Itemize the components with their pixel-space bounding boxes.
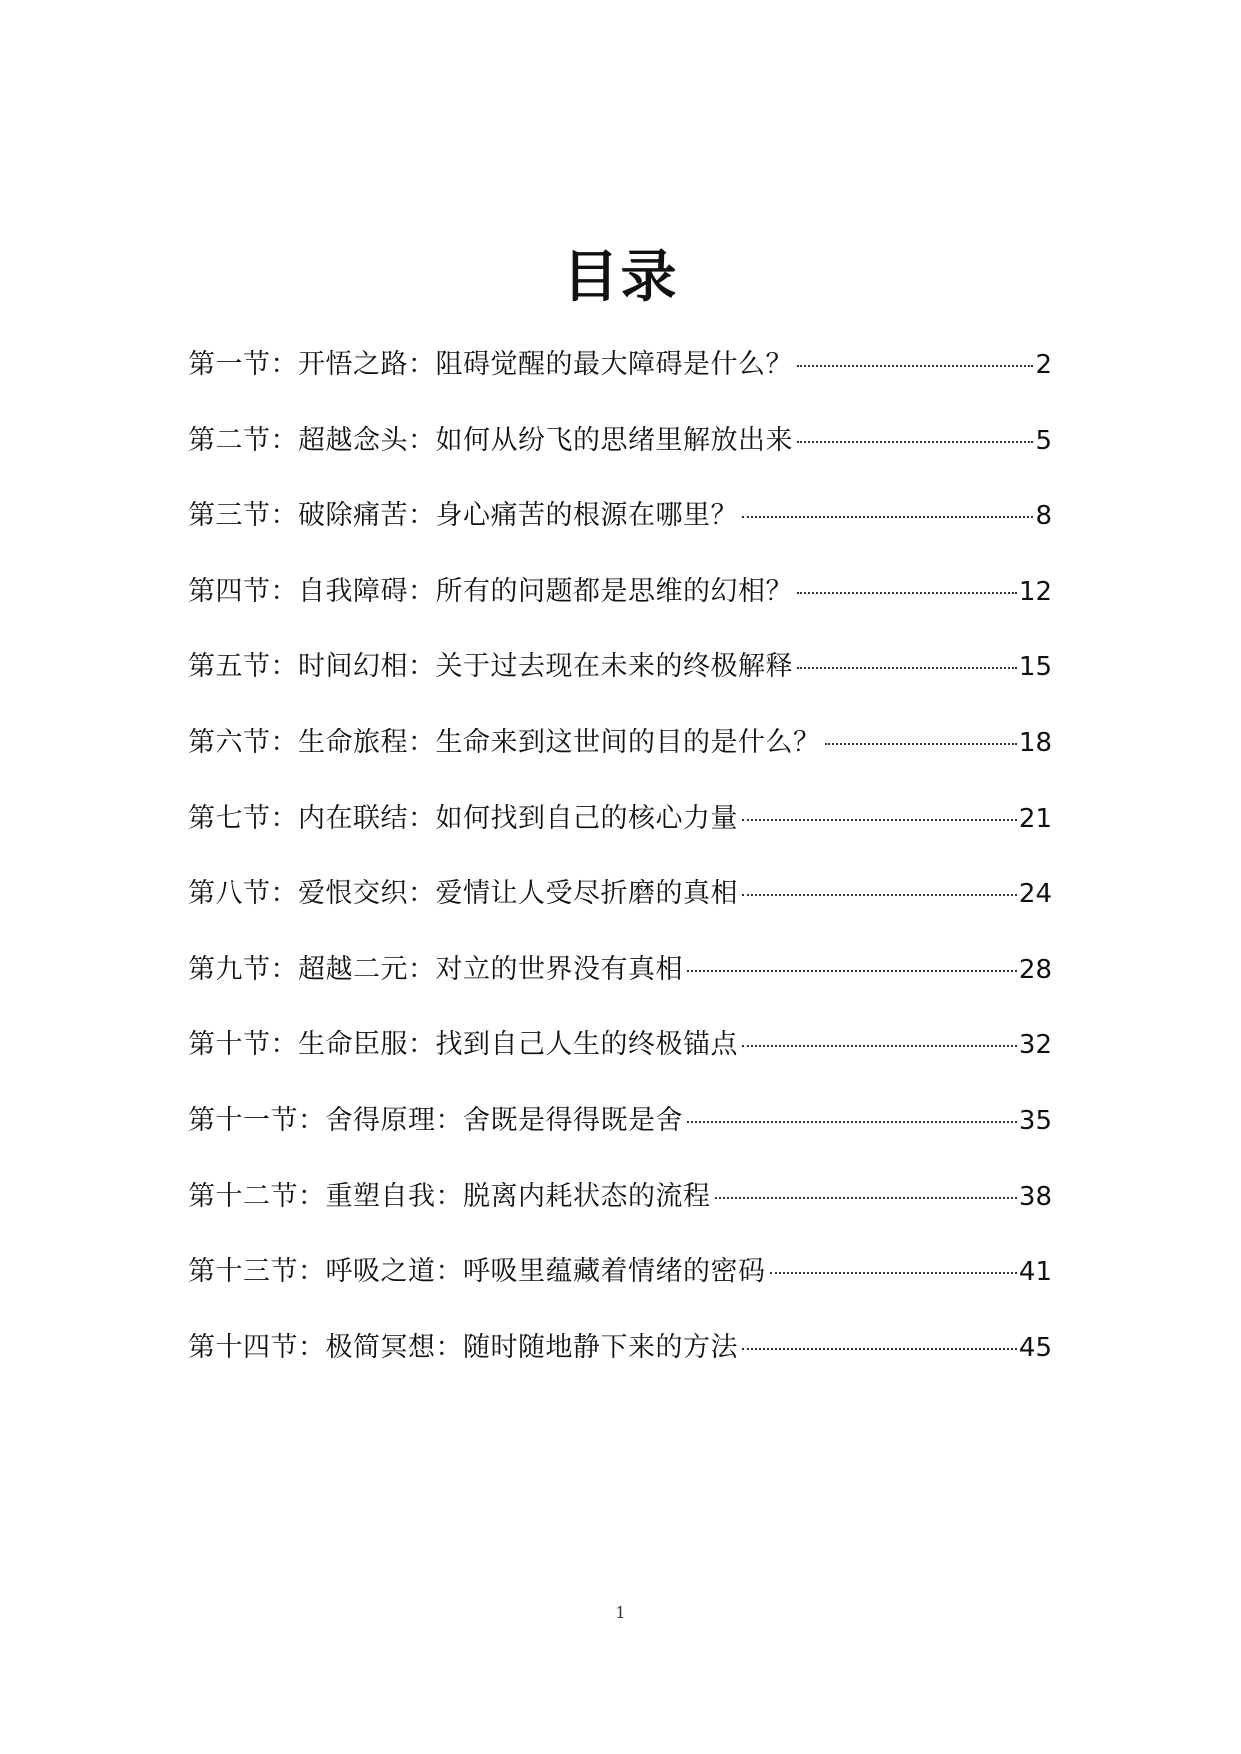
toc-entry[interactable]: [188, 1328, 1052, 1404]
toc-entry-title: 第二节：超越念头：如何从纷飞的思绪里解放出来: [188, 424, 793, 456]
toc-entry-title: 第十四节：极简冥想：随时随地静下来的方法: [188, 1331, 738, 1363]
toc-page-number: 15: [1018, 652, 1052, 683]
toc-page-number: 38: [1018, 1181, 1052, 1212]
toc-entry-title: 第九节：超越二元：对立的世界没有真相: [188, 953, 683, 985]
toc-leader-dots: [687, 1121, 1017, 1123]
page-number: 1: [615, 1603, 626, 1622]
toc-page-number: 21: [1018, 803, 1052, 834]
toc-entry-title: 第三节：破除痛苦：身心痛苦的根源在哪里？: [188, 500, 738, 532]
toc-leader-dots: [687, 970, 1017, 972]
toc-page-number: 8: [1035, 501, 1052, 532]
toc-entry-title: 第八节：爱恨交织：爱情让人受尽折磨的真相: [188, 878, 738, 910]
toc-entry-title: 第十二节：重塑自我：脱离内耗状态的流程: [188, 1180, 711, 1212]
toc-entry[interactable]: [188, 345, 1052, 421]
toc-entry-title: 第十一节：舍得原理：舍既是得得既是舍: [188, 1104, 683, 1136]
toc-entry-title: 第一节：开悟之路：阻碍觉醒的最大障碍是什么？: [188, 349, 793, 380]
toc-entry[interactable]: [188, 1101, 1052, 1177]
toc-leader-dots: [797, 441, 1033, 443]
page-title: 目录: [562, 244, 679, 310]
toc-entry-title: 第七节：内在联结：如何找到自己的核心力量: [188, 802, 738, 834]
toc-leader-dots: [742, 894, 1017, 896]
toc-page-number: 28: [1018, 954, 1052, 985]
toc-entry[interactable]: [188, 647, 1052, 723]
toc-page-number: 18: [1018, 727, 1052, 758]
toc-leader-dots: [797, 365, 1033, 367]
toc-leader-dots: [742, 1045, 1017, 1047]
toc-leader-dots: [797, 667, 1017, 669]
toc-page-number: 41: [1018, 1257, 1052, 1288]
toc-leader-dots: [742, 516, 1033, 518]
toc-leader-dots: [825, 743, 1017, 745]
toc-entry-title: 第十节：生命臣服：找到自己人生的终极锚点: [188, 1029, 738, 1061]
toc-entry[interactable]: [188, 572, 1052, 648]
toc-entry[interactable]: [188, 1177, 1052, 1253]
toc-entry-title: 第六节：生命旅程：生命来到这世间的目的是什么？: [188, 726, 821, 758]
toc-page-number: 24: [1018, 879, 1052, 910]
toc-page-number: 45: [1018, 1332, 1052, 1363]
toc-leader-dots: [742, 819, 1017, 821]
toc-entry[interactable]: [188, 950, 1052, 1026]
toc-leader-dots: [742, 1348, 1017, 1350]
toc-entry[interactable]: [188, 874, 1052, 950]
toc-page-number: 5: [1035, 425, 1052, 456]
toc-entry[interactable]: [188, 799, 1052, 875]
toc-page-number: 12: [1018, 576, 1052, 607]
toc-entry[interactable]: [188, 421, 1052, 497]
toc-page-number: 2: [1035, 350, 1052, 380]
toc-page-number: 32: [1018, 1030, 1052, 1061]
toc-entry[interactable]: [188, 1025, 1052, 1101]
toc-leader-dots: [797, 592, 1017, 594]
toc-entry[interactable]: [188, 496, 1052, 572]
table-of-contents: [188, 345, 1052, 1403]
toc-leader-dots: [715, 1197, 1017, 1199]
toc-entry[interactable]: [188, 1252, 1052, 1328]
toc-entry[interactable]: [188, 723, 1052, 799]
toc-leader-dots: [770, 1272, 1017, 1274]
toc-entry-title: 第五节：时间幻相：关于过去现在未来的终极解释: [188, 651, 793, 683]
toc-entry-title: 第十三节：呼吸之道：呼吸里蕴藏着情绪的密码: [188, 1256, 766, 1288]
toc-page-number: 35: [1018, 1105, 1052, 1136]
toc-entry-title: 第四节：自我障碍：所有的问题都是思维的幻相？: [188, 575, 793, 607]
